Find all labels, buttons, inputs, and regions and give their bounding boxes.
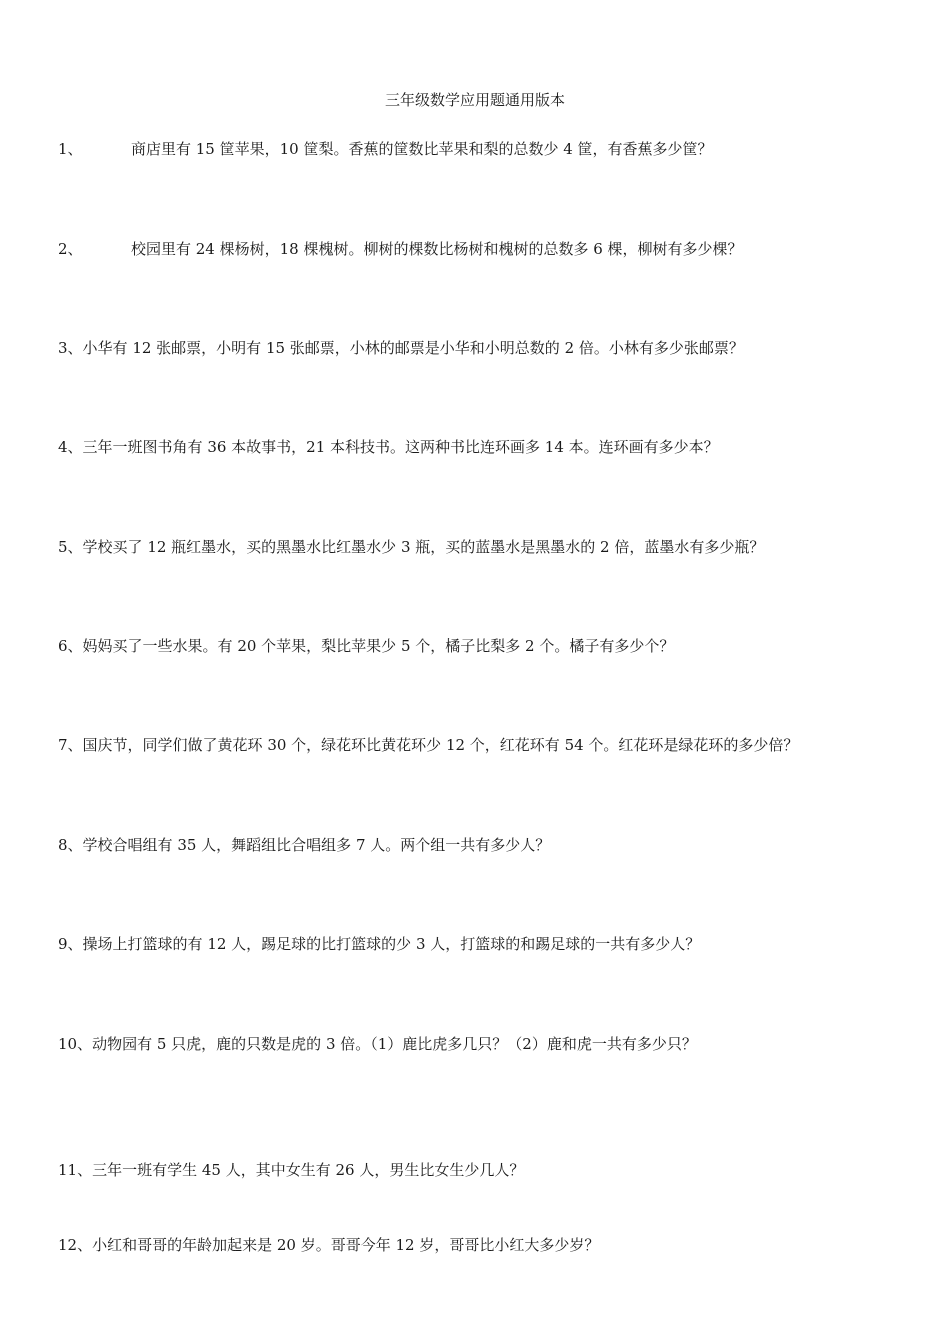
problem-10 bbox=[58, 1034, 918, 1054]
problem-12 bbox=[58, 1235, 918, 1255]
problem-number: 11、 bbox=[58, 1161, 93, 1179]
problem-9 bbox=[58, 934, 918, 954]
problem-number: 5、 bbox=[58, 538, 83, 556]
problem-number: 12、 bbox=[58, 1236, 93, 1254]
problem-number: 3、 bbox=[58, 339, 83, 357]
problem-text: 动物园有 5 只虎，鹿的只数是虎的 3 倍。（1）鹿比虎多几只？（2）鹿和虎一共有多少只？ bbox=[92, 1035, 697, 1053]
problem-text: 商店里有 15 筐苹果，10 筐梨。香蕉的筐数比苹果和梨的总数少 4 筐，有香蕉多少筐？ bbox=[131, 140, 713, 158]
problem-8 bbox=[58, 835, 918, 855]
problem-number: 9、 bbox=[58, 935, 83, 953]
problem-text: 学校合唱组有 35 人，舞蹈组比合唱组多 7 人。两个组一共有多少人？ bbox=[82, 836, 551, 854]
problem-text: 小华有 12 张邮票，小明有 15 张邮票，小林的邮票是小华和小明总数的 2 倍。小林有多少张邮票？ bbox=[82, 339, 744, 357]
problem-text: 妈妈买了一些水果。有 20 个苹果，梨比苹果少 5 个，橘子比梨多 2 个。橘子有多少个？ bbox=[82, 637, 675, 655]
problem-number: 10、 bbox=[58, 1035, 93, 1053]
problem-text: 操场上打篮球的有 12 人，踢足球的比打篮球的少 3 人，打篮球的和踢足球的一共有多少人？ bbox=[82, 935, 701, 953]
problem-text: 学校买了 12 瓶红墨水，买的黑墨水比红墨水少 3 瓶，买的蓝墨水是黑墨水的 2 倍，蓝墨水有多少瓶？ bbox=[82, 538, 765, 556]
problem-text: 校园里有 24 棵杨树，18 棵槐树。柳树的棵数比杨树和槐树的总数多 6 棵，柳树有多少棵？ bbox=[131, 240, 743, 258]
page-title: 三年级数学应用题通用版本 bbox=[384, 91, 565, 109]
problem-3 bbox=[58, 338, 918, 358]
problem-1 bbox=[58, 139, 918, 159]
problem-number: 1、 bbox=[58, 140, 83, 158]
problem-number: 4、 bbox=[58, 438, 83, 456]
problem-number: 8、 bbox=[58, 836, 83, 854]
problem-4 bbox=[58, 437, 918, 457]
problem-2 bbox=[58, 239, 918, 259]
problem-number: 7、 bbox=[58, 736, 83, 754]
problem-text: 小红和哥哥的年龄加起来是 20 岁。哥哥今年 12 岁，哥哥比小红大多少岁？ bbox=[92, 1236, 600, 1254]
problem-number: 6、 bbox=[58, 637, 83, 655]
problem-6 bbox=[58, 636, 918, 656]
problem-text: 三年一班图书角有 36 本故事书，21 本科技书。这两种书比连环画多 14 本。连环画有多少本？ bbox=[82, 438, 719, 456]
problem-number: 2、 bbox=[58, 240, 83, 258]
problem-7 bbox=[58, 735, 918, 755]
problem-text: 三年一班有学生 45 人，其中女生有 26 人，男生比女生少几人？ bbox=[92, 1161, 525, 1179]
problem-text: 国庆节，同学们做了黄花环 30 个，绿花环比黄花环少 12 个，红花环有 54 个。红花环是绿花环的多少倍？ bbox=[82, 736, 799, 754]
problem-11 bbox=[58, 1160, 918, 1180]
problem-5 bbox=[58, 537, 918, 557]
